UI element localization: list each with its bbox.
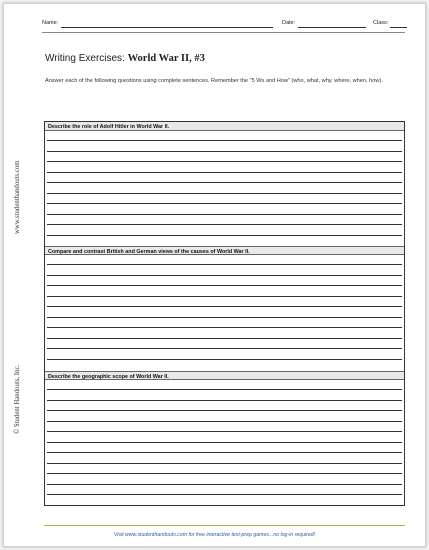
question-prompt-3: Describe the geographic scope of World War II. [45,371,404,380]
worksheet-page [3,3,426,547]
answer-line[interactable] [47,317,402,318]
answer-line[interactable] [47,275,402,276]
side-copyright-text: © Student Handouts, Inc. [14,364,21,434]
answer-line[interactable] [47,214,402,215]
question-section-2 [45,246,404,371]
answer-line[interactable] [47,327,402,328]
answer-line[interactable] [47,193,402,194]
date-field-line[interactable] [298,27,366,28]
footer-divider [44,525,405,526]
answer-line[interactable] [47,400,402,401]
answer-line[interactable] [47,264,402,265]
question-section-3 [45,371,404,507]
answer-line[interactable] [47,494,402,495]
answer-line[interactable] [47,389,402,390]
answer-line[interactable] [47,421,402,422]
answer-line[interactable] [47,431,402,432]
answer-line[interactable] [47,140,402,141]
answer-line[interactable] [47,285,402,286]
name-label: Name: [42,20,59,26]
answer-line[interactable] [47,473,402,474]
answer-line[interactable] [47,442,402,443]
answer-line[interactable] [47,182,402,183]
answer-line[interactable] [47,203,402,204]
answer-line[interactable] [47,172,402,173]
answer-line[interactable] [47,348,402,349]
answer-line[interactable] [47,161,402,162]
date-label: Date: [282,20,296,26]
answer-line[interactable] [47,484,402,485]
class-label: Class: [373,20,389,26]
questions-box [44,121,405,506]
answer-line[interactable] [47,306,402,307]
answer-line[interactable] [47,338,402,339]
answer-line[interactable] [47,359,402,360]
student-info-header [4,18,425,30]
question-prompt-2: Compare and contrast British and German views of the causes of World War II. [45,246,404,255]
answer-line[interactable] [47,151,402,152]
instructions-text: Answer each of the following questions using complete sentences. Remember the "5 Ws and How" (who, what, why, where, when, how). [45,78,383,84]
side-website-text: www.studenthandouts.com [14,160,21,234]
answer-line[interactable] [47,224,402,225]
title-prefix: Writing Exercises: [45,53,128,64]
answer-line[interactable] [47,235,402,236]
footer-text: Visit www.studenthandouts.com for free interactive test-prep games...no log-in required! [113,532,316,538]
class-field-line[interactable] [390,27,407,28]
header-divider [42,32,405,33]
answer-line[interactable] [47,452,402,453]
name-field-line[interactable] [61,27,273,28]
answer-line[interactable] [47,505,402,506]
page-title [45,53,205,64]
title-emphasis: World War II, #3 [127,53,205,64]
answer-line[interactable] [47,296,402,297]
question-prompt-1: Describe the role of Adolf Hitler in World War II. [45,122,404,131]
answer-line[interactable] [47,463,402,464]
question-section-1 [45,122,404,246]
answer-line[interactable] [47,410,402,411]
